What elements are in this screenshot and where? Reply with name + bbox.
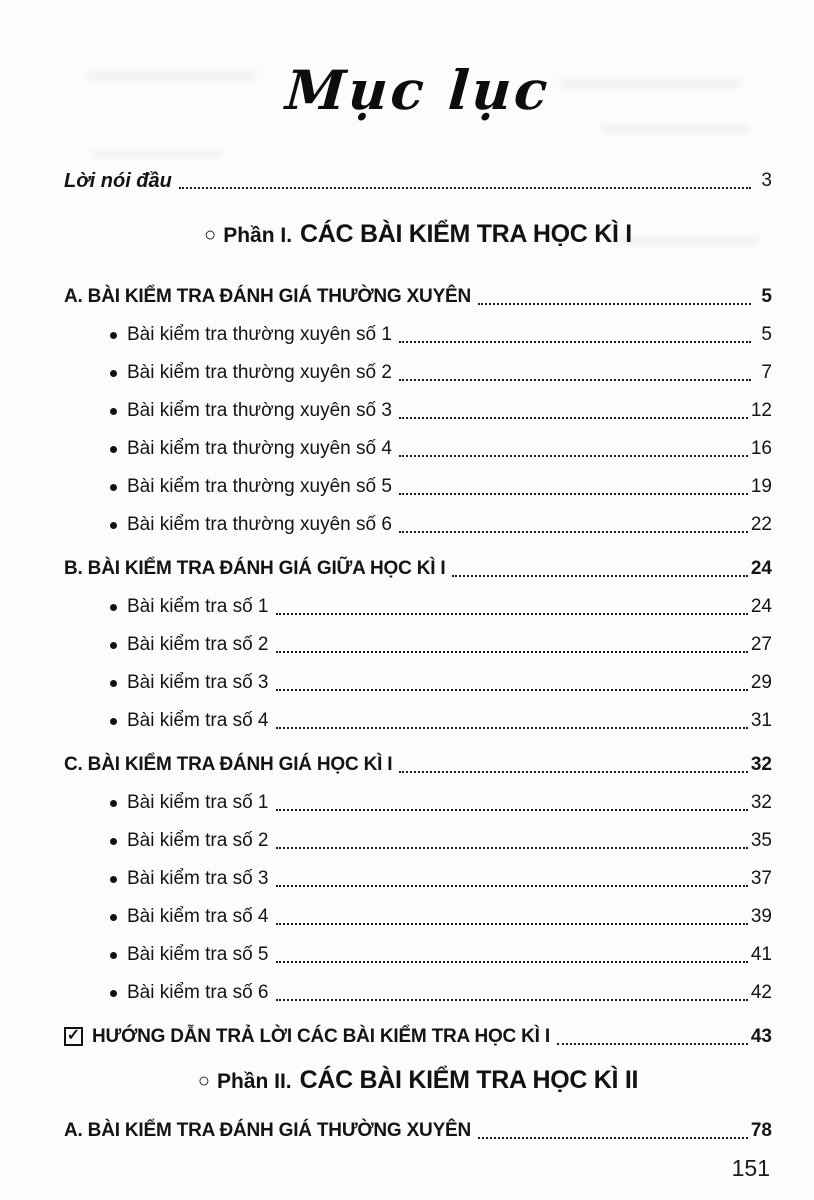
item-label: Bài kiểm tra số 1 — [127, 792, 269, 813]
toc-preface-row — [64, 164, 772, 198]
checkbox-checked-icon: ✓ — [64, 1027, 83, 1046]
bullet-icon — [110, 914, 117, 921]
page-number: 5 — [761, 324, 772, 345]
toc-section-row — [64, 550, 772, 588]
bullet-icon — [110, 604, 117, 611]
toc-section-row — [64, 278, 772, 316]
page-number: 19 — [750, 476, 772, 497]
page-number: 39 — [750, 906, 772, 927]
part1-title: CÁC BÀI KIỂM TRA HỌC KÌ I — [300, 220, 632, 248]
dot-leader — [276, 689, 748, 691]
toc-item-row — [64, 506, 772, 544]
dot-leader — [179, 187, 751, 189]
bullet-icon — [110, 484, 117, 491]
page-number: 24 — [750, 596, 772, 617]
bullet-icon — [110, 838, 117, 845]
page-number: 16 — [750, 438, 772, 459]
page-number: 29 — [750, 672, 772, 693]
item-label: Bài kiểm tra thường xuyên số 3 — [127, 400, 392, 421]
item-label: Bài kiểm tra số 1 — [127, 596, 269, 617]
page-number: 42 — [750, 982, 772, 1003]
page-number: 27 — [750, 634, 772, 655]
item-label: Bài kiểm tra thường xuyên số 2 — [127, 362, 392, 383]
dot-leader — [478, 303, 751, 305]
dot-leader — [276, 613, 748, 615]
dot-leader — [276, 885, 748, 887]
dot-leader — [399, 531, 748, 533]
toc-item-row — [64, 316, 772, 354]
toc-item-row — [64, 860, 772, 898]
page-title: Mục lục — [283, 58, 553, 122]
toc-page — [64, 0, 772, 1150]
page-number: 37 — [750, 868, 772, 889]
page-number: 3 — [761, 170, 772, 191]
dot-leader — [276, 847, 748, 849]
part2-heading — [64, 1066, 772, 1108]
dot-leader — [276, 999, 748, 1001]
item-label: Bài kiểm tra thường xuyên số 5 — [127, 476, 392, 497]
dot-leader — [276, 961, 748, 963]
dot-leader — [276, 809, 748, 811]
dot-leader — [399, 493, 748, 495]
section-label: A. BÀI KIỂM TRA ĐÁNH GIÁ THƯỜNG XUYÊN — [64, 286, 472, 307]
bullet-icon — [110, 990, 117, 997]
page-number: 24 — [750, 558, 772, 579]
item-label: Bài kiểm tra số 2 — [127, 830, 269, 851]
toc-item-row — [64, 664, 772, 702]
toc-item-row — [64, 974, 772, 1012]
part2-prefix: Phần II. — [216, 1070, 292, 1093]
item-label: Bài kiểm tra số 5 — [127, 944, 269, 965]
toc-item-row — [64, 702, 772, 740]
bullet-icon — [110, 800, 117, 807]
dot-leader — [399, 417, 748, 419]
preface-label: Lời nói đầu — [64, 169, 172, 192]
page-number: 12 — [750, 400, 772, 421]
section-label: A. BÀI KIỂM TRA ĐÁNH GIÁ THƯỜNG XUYÊN — [64, 1120, 472, 1141]
folio-page-number: 151 — [731, 1155, 770, 1181]
page-number: 32 — [750, 754, 772, 775]
circle-icon: ○ — [197, 1070, 210, 1092]
toc-item-row — [64, 822, 772, 860]
toc-item-row — [64, 468, 772, 506]
item-label: Bài kiểm tra số 6 — [127, 982, 269, 1003]
page-number: 43 — [750, 1026, 772, 1047]
toc-item-row — [64, 430, 772, 468]
bullet-icon — [110, 718, 117, 725]
toc-section-row — [64, 1112, 772, 1150]
part1-heading — [64, 220, 772, 260]
page-number: 22 — [750, 514, 772, 535]
dot-leader — [478, 1137, 748, 1139]
bullet-icon — [110, 446, 117, 453]
bullet-icon — [110, 642, 117, 649]
page-number: 5 — [761, 286, 772, 307]
item-label: Bài kiểm tra thường xuyên số 6 — [127, 514, 392, 535]
toc-item-row — [64, 392, 772, 430]
item-label: Bài kiểm tra thường xuyên số 1 — [127, 324, 392, 345]
page-number: 7 — [761, 362, 772, 383]
bullet-icon — [110, 680, 117, 687]
bullet-icon — [110, 522, 117, 529]
dot-leader — [276, 923, 748, 925]
toc-item-row — [64, 936, 772, 974]
toc-item-row — [64, 588, 772, 626]
page-number: 32 — [750, 792, 772, 813]
part2-title: CÁC BÀI KIỂM TRA HỌC KÌ II — [299, 1066, 639, 1094]
item-label: Bài kiểm tra số 4 — [127, 906, 269, 927]
toc-answer-key-row — [64, 1018, 772, 1056]
answer-key-label: HƯỚNG DẪN TRẢ LỜI CÁC BÀI KIỂM TRA HỌC KÌ I — [92, 1026, 550, 1047]
dot-leader — [276, 727, 748, 729]
dot-leader — [399, 455, 748, 457]
dot-leader — [399, 341, 751, 343]
toc-item-row — [64, 626, 772, 664]
dot-leader — [399, 379, 751, 381]
toc-item-row — [64, 354, 772, 392]
item-label: Bài kiểm tra thường xuyên số 4 — [127, 438, 392, 459]
part1-prefix: Phần I. — [223, 224, 293, 247]
toc-item-row — [64, 784, 772, 822]
page-number: 31 — [750, 710, 772, 731]
page-number: 78 — [750, 1120, 772, 1141]
dot-leader — [276, 651, 748, 653]
bullet-icon — [110, 876, 117, 883]
page-number: 41 — [750, 944, 772, 965]
section-label: C. BÀI KIỂM TRA ĐÁNH GIÁ HỌC KÌ I — [64, 754, 393, 775]
bullet-icon — [110, 952, 117, 959]
bullet-icon — [110, 370, 117, 377]
bullet-icon — [110, 332, 117, 339]
circle-icon: ○ — [204, 224, 217, 246]
item-label: Bài kiểm tra số 2 — [127, 634, 269, 655]
section-label: B. BÀI KIỂM TRA ĐÁNH GIÁ GIỮA HỌC KÌ I — [64, 558, 446, 579]
dot-leader — [452, 575, 747, 577]
dot-leader — [557, 1043, 748, 1045]
item-label: Bài kiểm tra số 3 — [127, 672, 269, 693]
item-label: Bài kiểm tra số 3 — [127, 868, 269, 889]
page-number: 35 — [750, 830, 772, 851]
bullet-icon — [110, 408, 117, 415]
dot-leader — [399, 771, 748, 773]
toc-section-row — [64, 746, 772, 784]
toc-item-row — [64, 898, 772, 936]
item-label: Bài kiểm tra số 4 — [127, 710, 269, 731]
